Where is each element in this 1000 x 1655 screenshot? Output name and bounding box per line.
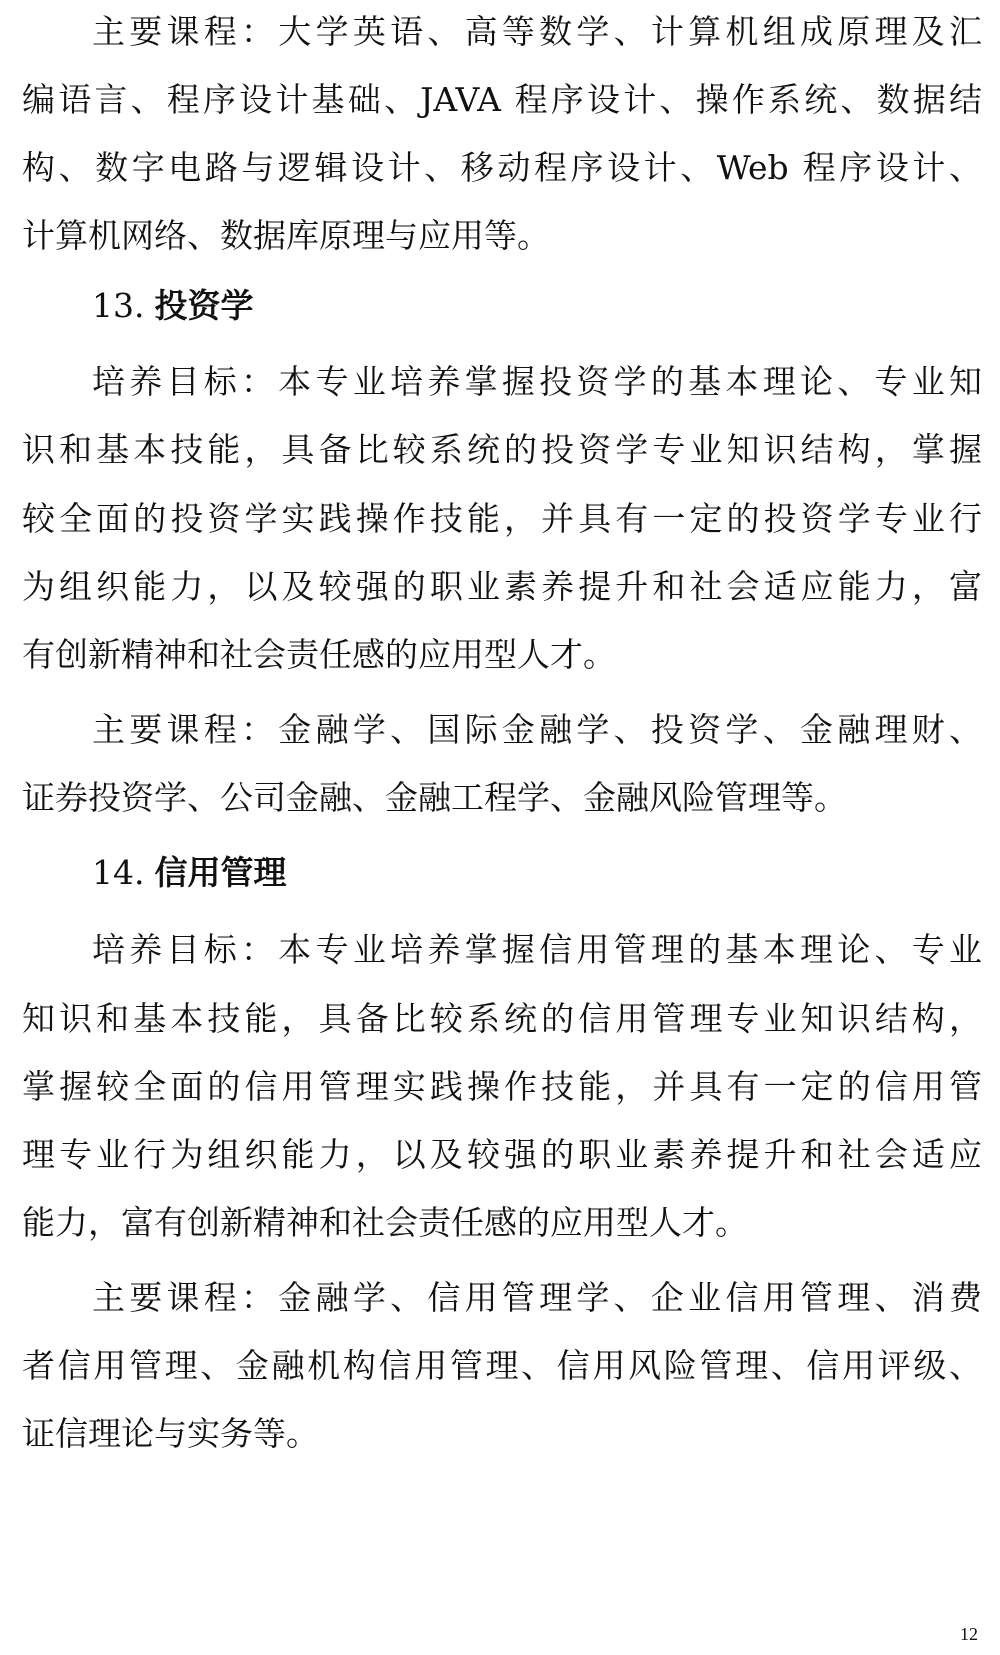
section-14-number: 14. [92, 853, 145, 892]
s14-goal-line-3: 掌握较全面的信用管理实践操作技能，并具有一定的信用管 [22, 1067, 982, 1106]
s13-goal-line-1: 培养目标：本专业培养掌握投资学的基本理论、专业知 [92, 362, 982, 401]
s12-courses-line-2: 编语言、程序设计基础、JAVA 程序设计、操作系统、数据结 [22, 80, 982, 119]
section-13-title: 投资学 [154, 286, 254, 325]
section-13-number: 13. [92, 286, 145, 325]
s12-courses-line-1: 主要课程：大学英语、高等数学、计算机组成原理及汇 [92, 12, 982, 51]
s13-courses-line-2: 证券投资学、公司金融、金融工程学、金融风险管理等。 [22, 778, 847, 817]
s14-goal-line-5: 能力，富有创新精神和社会责任感的应用型人才。 [22, 1203, 748, 1242]
s12-courses-line-4: 计算机网络、数据库原理与应用等。 [22, 216, 550, 255]
page-number: 12 [960, 1624, 978, 1644]
section-14-title: 信用管理 [154, 853, 287, 892]
s14-courses-line-2: 者信用管理、金融机构信用管理、信用风险管理、信用评级、 [22, 1346, 982, 1385]
s14-courses-line-1: 主要课程：金融学、信用管理学、企业信用管理、消费 [92, 1278, 982, 1317]
s14-goal-line-1: 培养目标：本专业培养掌握信用管理的基本理论、专业 [92, 930, 982, 969]
s13-goal-line-4: 为组织能力，以及较强的职业素养提升和社会适应能力，富 [22, 567, 982, 606]
s13-goal-line-3: 较全面的投资学实践操作技能，并具有一定的投资学专业行 [22, 499, 982, 538]
s14-goal-line-2: 知识和基本技能，具备比较系统的信用管理专业知识结构， [22, 999, 982, 1038]
section-14-heading [92, 843, 286, 903]
section-13-heading [92, 276, 253, 336]
s13-goal-line-2: 识和基本技能，具备比较系统的投资学专业知识结构，掌握 [22, 430, 982, 469]
s14-courses-line-3: 证信理论与实务等。 [22, 1414, 319, 1453]
s14-goal-line-4: 理专业行为组织能力，以及较强的职业素养提升和社会适应 [22, 1135, 982, 1174]
s13-courses-line-1: 主要课程：金融学、国际金融学、投资学、金融理财、 [92, 710, 982, 749]
s12-courses-line-3: 构、数字电路与逻辑设计、移动程序设计、Web 程序设计、 [22, 148, 982, 187]
s13-goal-line-5: 有创新精神和社会责任感的应用型人才。 [22, 635, 616, 674]
